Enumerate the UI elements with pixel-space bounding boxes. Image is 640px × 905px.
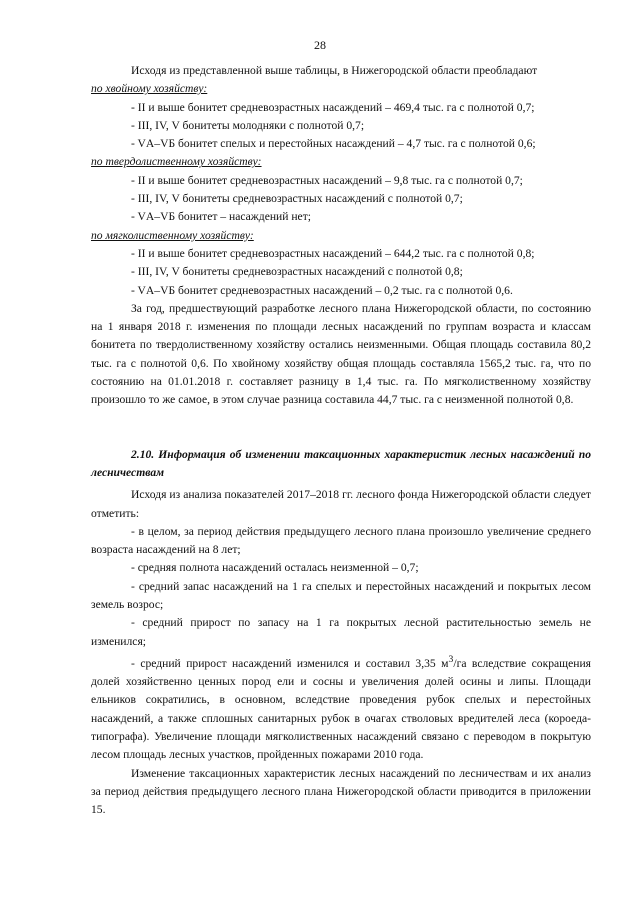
group-title-softwood: по мягколиственному хозяйству: bbox=[91, 228, 254, 242]
list-item: - средний прирост по запасу на 1 га покрытых лесной растительностью земель не изменился; bbox=[91, 616, 591, 648]
list-item: - VА–VБ бонитет спелых и перестойных насаждений – 4,7 тыс. га с полнотой 0,6; bbox=[131, 137, 536, 151]
growth-suffix: /га вследствие сокращения долей хозяйственно ценных пород ели и сосны и увеличения долей осины и липы. Площади ельников сократились, в основном, вследствие проведения рубок спелых и перестойных насаждений, а также сплошных санитарных рубок в очагах стволовых вредителей леса (короеда-типографа). Увеличение площади мягколиственных насаждений связано с переводом в покрытую лесом площадь лесных участков, пройденных пожарами 2010 года. bbox=[91, 656, 591, 762]
list-item: - VА–VБ бонитет – насаждений нет; bbox=[131, 210, 311, 224]
list-item: - II и выше бонитет средневозрастных насаждений – 469,4 тыс. га с полнотой 0,7; bbox=[131, 100, 535, 114]
list-item: - II и выше бонитет средневозрастных насаждений – 644,2 тыс. га с полнотой 0,8; bbox=[131, 246, 535, 260]
section-title: 2.10. Информация об изменении таксационных характеристик лесных насаждений по лесничествам bbox=[91, 447, 591, 479]
section-intro: Исходя из анализа показателей 2017–2018 гг. лесного фонда Нижегородской области следует отметить: bbox=[91, 488, 591, 520]
list-item: - в целом, за период действия предыдущего лесного плана произошло увеличение среднего возраста насаждений на 8 лет; bbox=[91, 524, 591, 557]
page-number: 28 bbox=[314, 38, 326, 52]
list-item: - средняя полнота насаждений осталась неизменной – 0,7; bbox=[131, 561, 419, 575]
list-item: - III, IV, V бонитеты молодняки с полнотой 0,7; bbox=[131, 118, 365, 132]
closing-paragraph: Изменение таксационных характеристик лесных насаждений по лесничествам и их анализ за период действия предыдущего лесного плана Нижегородской области приводится в приложении 15. bbox=[91, 766, 591, 817]
section-spacer bbox=[91, 410, 591, 428]
list-item: - II и выше бонитет средневозрастных насаждений – 9,8 тыс. га с полнотой 0,7; bbox=[131, 173, 523, 187]
list-item: - средний запас насаждений на 1 га спелых и перестойных насаждений и покрытых лесом земель возрос; bbox=[91, 579, 591, 612]
group-title-hardwood: по твердолиственному хозяйству: bbox=[91, 155, 262, 169]
list-item: - III, IV, V бонитеты средневозрастных насаждений с полнотой 0,7; bbox=[131, 192, 463, 206]
growth-paragraph bbox=[91, 651, 591, 765]
intro-paragraph: Исходя из представленной выше таблицы, в Нижегородской области преобладают bbox=[131, 64, 538, 77]
cubic-superscript: 3 bbox=[448, 653, 454, 665]
document-body bbox=[91, 62, 591, 819]
growth-prefix: - средний прирост насаждений изменился и составил 3,35 м bbox=[131, 656, 449, 670]
list-item: - VА–VБ бонитет средневозрастных насаждений – 0,2 тыс. га с полнотой 0,6. bbox=[131, 283, 513, 297]
group-title-coniferous: по хвойному хозяйству: bbox=[91, 82, 208, 96]
summary-paragraph: За год, предшествующий разработке лесного плана Нижегородской области, по состоянию на 1 января 2018 г. изменения по площади лесных насаждений по группам возраста и классам бонитета по твердолиственному хозяйству остались неизменными. Общая площадь составила 80,2 тыс. га с полнотой 0,6. По хвойному хозяйству общая площадь составляла 1565,2 тыс. га, что по состоянию на 01.01.2018 г. составляет разницу в 1,4 тыс. га. По мягколиственному хозяйству произошло то же самое, в этом случае разница составила 44,7 тыс. га с неизменной полнотой 0,8. bbox=[91, 301, 591, 407]
list-item: - III, IV, V бонитеты средневозрастных насаждений с полнотой 0,8; bbox=[131, 265, 463, 279]
